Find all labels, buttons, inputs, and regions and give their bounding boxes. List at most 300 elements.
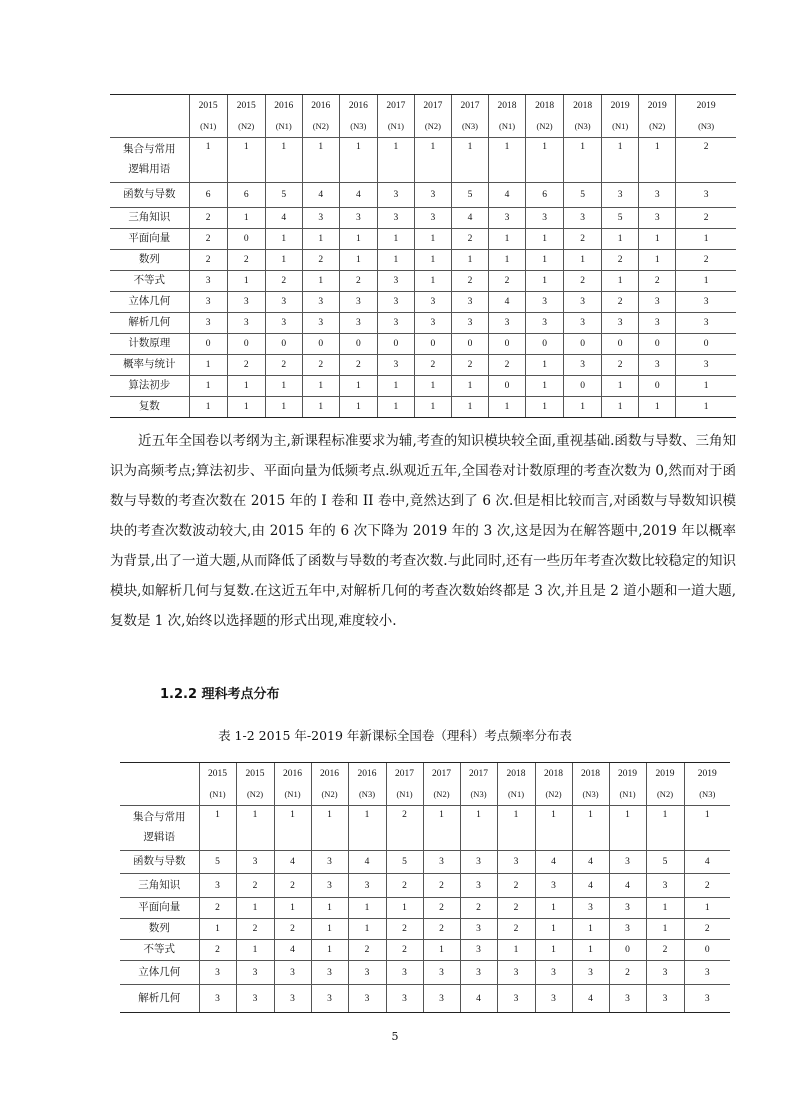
table-cell: 5 — [451, 183, 488, 208]
table-cell: 1 — [526, 229, 564, 250]
table-cell: 2 — [684, 874, 730, 898]
table-cell: 1 — [189, 138, 227, 183]
row-label-text-line2: 逻辑用语 — [128, 164, 171, 175]
table-cell: 1 — [302, 397, 339, 418]
row-label — [110, 376, 189, 397]
table-cell: 3 — [199, 874, 236, 898]
table-cell: 3 — [265, 313, 302, 334]
row-label-text: 复数 — [138, 401, 160, 412]
table-row — [110, 250, 736, 271]
table-cell: 3 — [497, 961, 535, 985]
table-row — [110, 376, 736, 397]
table-cell: 3 — [684, 961, 730, 985]
table-cell: 3 — [414, 183, 451, 208]
table-cell: 1 — [265, 138, 302, 183]
table-row — [120, 806, 730, 851]
table-cell: 4 — [274, 851, 311, 874]
table-cell: 4 — [572, 851, 609, 874]
column-header — [572, 763, 609, 806]
row-label — [110, 355, 189, 376]
header-volume: (N1) — [612, 121, 629, 131]
row-label — [110, 334, 189, 355]
table-cell: 4 — [339, 183, 377, 208]
column-header — [602, 95, 639, 138]
table-cell: 3 — [676, 313, 736, 334]
table-cell: 1 — [386, 898, 423, 919]
row-label-text: 数列 — [148, 923, 170, 934]
table-cell: 0 — [684, 940, 730, 961]
header-volume: (N1) — [396, 789, 413, 799]
table-cell: 1 — [564, 138, 602, 183]
table-cell: 3 — [236, 851, 274, 874]
table-cell: 3 — [311, 874, 348, 898]
table-cell: 1 — [302, 271, 339, 292]
row-label-text: 算法初步 — [128, 380, 171, 391]
table-cell: 3 — [564, 208, 602, 229]
table-cell: 3 — [497, 851, 535, 874]
table-cell: 2 — [451, 271, 488, 292]
table-cell: 1 — [526, 355, 564, 376]
table-cell: 3 — [274, 985, 311, 1013]
table-row — [120, 940, 730, 961]
table-cell: 3 — [423, 985, 460, 1013]
table-cell: 3 — [460, 851, 497, 874]
table-cell: 3 — [460, 874, 497, 898]
table-cell: 2 — [676, 138, 736, 183]
row-label-text: 计数原理 — [128, 338, 171, 349]
table-cell: 3 — [639, 183, 676, 208]
table-row — [120, 898, 730, 919]
header-year: 2016 — [283, 769, 302, 779]
table-cell: 0 — [227, 334, 265, 355]
row-label — [110, 229, 189, 250]
table-cell: 3 — [274, 961, 311, 985]
table-cell: 1 — [302, 138, 339, 183]
header-volume: (N1) — [387, 121, 404, 131]
table-cell: 0 — [489, 334, 526, 355]
table-cell: 1 — [227, 397, 265, 418]
column-header — [414, 95, 451, 138]
header-year: 2017 — [423, 101, 443, 111]
table-cell: 1 — [199, 806, 236, 851]
header-corner-cell — [120, 763, 199, 806]
column-header — [236, 763, 274, 806]
header-volume: (N1) — [498, 121, 516, 131]
table-cell: 2 — [602, 355, 639, 376]
column-header — [646, 763, 684, 806]
table-cell: 3 — [602, 313, 639, 334]
table-cell: 3 — [386, 961, 423, 985]
table-cell: 0 — [414, 334, 451, 355]
table-cell: 3 — [526, 292, 564, 313]
table-cell: 1 — [339, 138, 377, 183]
table-cell: 4 — [684, 851, 730, 874]
row-label-text: 平面向量 — [128, 233, 171, 244]
table-cell: 1 — [684, 898, 730, 919]
header-year: 2015 — [208, 769, 227, 779]
table-cell: 3 — [339, 292, 377, 313]
table-cell: 1 — [377, 138, 414, 183]
table-row — [120, 919, 730, 940]
row-label — [110, 208, 189, 229]
table-cell: 2 — [189, 208, 227, 229]
table-cell: 2 — [609, 961, 646, 985]
table-cell: 2 — [274, 874, 311, 898]
table-cell: 2 — [451, 355, 488, 376]
table-row — [110, 313, 736, 334]
row-label — [110, 271, 189, 292]
table-cell: 2 — [497, 874, 535, 898]
header-volume: (N2) — [545, 789, 562, 799]
table-cell: 2 — [302, 250, 339, 271]
table-cell: 2 — [265, 355, 302, 376]
table-cell: 3 — [227, 313, 265, 334]
column-header — [676, 95, 736, 138]
table-cell: 1 — [572, 919, 609, 940]
table-cell: 1 — [377, 229, 414, 250]
table-cell: 2 — [423, 898, 460, 919]
analysis-paragraph — [110, 426, 736, 636]
table-cell: 0 — [609, 940, 646, 961]
table-cell: 2 — [489, 271, 526, 292]
table-cell: 2 — [302, 355, 339, 376]
row-label — [110, 138, 189, 183]
table-cell: 3 — [639, 208, 676, 229]
table-cell: 2 — [386, 874, 423, 898]
table-cell: 3 — [646, 874, 684, 898]
table-cell: 1 — [227, 138, 265, 183]
table-cell: 1 — [676, 229, 736, 250]
table-cell: 5 — [265, 183, 302, 208]
table-cell: 4 — [302, 183, 339, 208]
row-label-text-line2: 逻辑语 — [143, 832, 175, 843]
row-label — [110, 183, 189, 208]
table-cell: 1 — [526, 250, 564, 271]
header-corner-cell — [110, 95, 189, 138]
row-label-text: 不等式 — [133, 275, 166, 286]
column-header — [535, 763, 572, 806]
table-cell: 3 — [377, 313, 414, 334]
analysis-paragraph-text: 近五年全国卷以考纲为主,新课程标准要求为辅,考查的知识模块较全面,重视基础.函数与导数、三角知识为高频考点;算法初步、平面向量为低频考点.纵观近五年,全国卷对计数原理的考查次数为 0,然而对于函数与导数的考查次数在 2015 年的 I 卷和 II 卷中,竟然达到了 6 次.但是相比较而言,对函数与导数知识模块的考查次数波动较大,由 2015 年的 6 次下降为 2019 年的 3 次,这是因为在解答题中,2019 年以概率为背景,出了一道大题,从而降低了函数与导数的考查次数.与此同时,还有一些历年考查次数比较稳定的知识模块,如解析几何与复数.在这近五年中,对解析几何的考查次数始终都是 3 次,并且是 2 道小题和一道大题,复数是 1 次,始终以选择题的形式出现,难度较小. — [110, 433, 736, 629]
table-row — [110, 183, 736, 208]
header-volume: (N2) — [321, 789, 338, 799]
table-cell: 0 — [451, 334, 488, 355]
table-cell: 1 — [602, 229, 639, 250]
table-cell: 1 — [489, 229, 526, 250]
row-label-text: 函数与导数 — [133, 856, 186, 867]
page-number: 5 — [391, 1030, 399, 1043]
table-cell: 3 — [386, 985, 423, 1013]
header-year: 2019 — [647, 101, 667, 111]
table-cell: 1 — [602, 397, 639, 418]
table-cell: 3 — [526, 313, 564, 334]
table-cell: 1 — [526, 271, 564, 292]
table-cell: 3 — [311, 851, 348, 874]
table-cell: 1 — [639, 138, 676, 183]
table-cell: 3 — [639, 313, 676, 334]
table-cell: 3 — [339, 313, 377, 334]
table-cell: 1 — [535, 898, 572, 919]
table-cell: 1 — [311, 919, 348, 940]
table-cell: 3 — [639, 292, 676, 313]
table-cell: 3 — [460, 940, 497, 961]
header-year: 2018 — [535, 101, 555, 111]
table-cell: 6 — [227, 183, 265, 208]
table-cell: 3 — [564, 355, 602, 376]
table-cell: 1 — [265, 229, 302, 250]
header-year: 2016 — [311, 101, 331, 111]
table-cell: 2 — [265, 271, 302, 292]
column-header — [199, 763, 236, 806]
table-cell: 0 — [302, 334, 339, 355]
table-cell: 3 — [646, 985, 684, 1013]
row-label-text: 立体几何 — [128, 296, 171, 307]
table-cell: 1 — [302, 229, 339, 250]
header-year: 2016 — [357, 769, 377, 779]
table-cell: 1 — [451, 138, 488, 183]
table-cell: 2 — [386, 940, 423, 961]
header-volume: (N3) — [350, 121, 367, 131]
table-cell: 3 — [526, 208, 564, 229]
table-cell: 3 — [348, 985, 386, 1013]
table-cell: 4 — [535, 851, 572, 874]
table-cell: 1 — [227, 376, 265, 397]
table-cell: 3 — [423, 851, 460, 874]
table-cell: 6 — [189, 183, 227, 208]
table-cell: 1 — [414, 397, 451, 418]
table-cell: 0 — [489, 376, 526, 397]
table-cell: 3 — [302, 313, 339, 334]
table-row — [110, 271, 736, 292]
table-cell: 5 — [602, 208, 639, 229]
header-year: 2016 — [274, 101, 294, 111]
table-cell: 2 — [386, 919, 423, 940]
table-row — [120, 961, 730, 985]
table-cell: 1 — [236, 898, 274, 919]
table-cell: 2 — [676, 250, 736, 271]
table-cell: 2 — [227, 250, 265, 271]
table-cell: 1 — [602, 271, 639, 292]
table-cell: 1 — [489, 397, 526, 418]
table-cell: 3 — [414, 208, 451, 229]
table-cell: 3 — [311, 985, 348, 1013]
table-cell: 1 — [526, 376, 564, 397]
header-volume: (N2) — [536, 121, 553, 131]
row-label-text: 平面向量 — [138, 902, 181, 913]
column-header — [386, 763, 423, 806]
table-cell: 1 — [311, 806, 348, 851]
row-label — [120, 940, 199, 961]
row-label-text: 函数与导数 — [123, 189, 176, 200]
table-cell: 3 — [451, 313, 488, 334]
table-row — [120, 985, 730, 1013]
table-row — [110, 138, 736, 183]
header-year: 2018 — [544, 769, 563, 779]
table-cell: 1 — [572, 940, 609, 961]
table-cell: 1 — [564, 250, 602, 271]
table-cell: 1 — [423, 940, 460, 961]
header-volume: (N3) — [470, 789, 487, 799]
table-cell: 3 — [348, 874, 386, 898]
header-year: 2015 — [245, 769, 265, 779]
header-volume: (N3) — [358, 789, 376, 799]
frequency-table-1 — [110, 94, 736, 418]
table-cell: 1 — [423, 806, 460, 851]
table-cell: 1 — [236, 940, 274, 961]
table-cell: 4 — [489, 183, 526, 208]
frequency-table-2 — [120, 762, 730, 1013]
table-cell: 2 — [199, 940, 236, 961]
table-cell: 1 — [489, 250, 526, 271]
table-cell: 2 — [602, 250, 639, 271]
table-cell: 1 — [414, 376, 451, 397]
row-label — [120, 806, 199, 851]
header-volume: (N3) — [574, 121, 591, 131]
row-label — [120, 985, 199, 1013]
row-label-text: 解析几何 — [138, 992, 181, 1004]
table-cell: 3 — [451, 292, 488, 313]
table-cell: 1 — [602, 138, 639, 183]
table-cell: 1 — [265, 397, 302, 418]
table-cell: 1 — [265, 376, 302, 397]
table-cell: 3 — [423, 961, 460, 985]
table-row — [110, 292, 736, 313]
header-volume: (N2) — [238, 121, 255, 131]
table-cell: 1 — [460, 806, 497, 851]
row-label — [120, 851, 199, 874]
table-cell: 1 — [274, 806, 311, 851]
table-row — [110, 397, 736, 418]
table-cell: 0 — [339, 334, 377, 355]
table-cell: 3 — [646, 961, 684, 985]
table-cell: 3 — [189, 313, 227, 334]
header-volume: (N1) — [200, 121, 217, 131]
header-year: 2017 — [395, 769, 414, 779]
table-cell: 3 — [302, 208, 339, 229]
table-cell: 3 — [189, 292, 227, 313]
table-cell: 3 — [535, 961, 572, 985]
table-cell: 4 — [572, 874, 609, 898]
row-label-text: 三角知识 — [138, 879, 181, 891]
table-cell: 0 — [526, 334, 564, 355]
table-cell: 2 — [339, 271, 377, 292]
table-cell: 3 — [489, 313, 526, 334]
table-cell: 2 — [423, 919, 460, 940]
table-cell: 5 — [646, 851, 684, 874]
column-header — [189, 95, 227, 138]
header-volume: (N1) — [284, 789, 301, 799]
header-year: 2015 — [198, 101, 218, 111]
table-cell: 1 — [609, 806, 646, 851]
table-cell: 1 — [348, 898, 386, 919]
row-label — [120, 874, 199, 898]
table-cell: 1 — [311, 898, 348, 919]
table-cell: 3 — [265, 292, 302, 313]
table-cell: 1 — [451, 397, 488, 418]
table-cell: 2 — [489, 355, 526, 376]
header-volume: (N1) — [507, 789, 525, 799]
table-cell: 2 — [497, 898, 535, 919]
table-cell: 2 — [348, 940, 386, 961]
header-volume: (N1) — [619, 789, 636, 799]
column-header — [339, 95, 377, 138]
header-year: 2019 — [618, 769, 637, 779]
header-year: 2017 — [469, 769, 488, 779]
table-cell: 3 — [609, 985, 646, 1013]
table-cell: 2 — [414, 355, 451, 376]
header-year: 2018 — [506, 769, 526, 779]
header-year: 2018 — [581, 769, 600, 779]
table-cell: 3 — [535, 874, 572, 898]
table-cell: 3 — [676, 355, 736, 376]
table-cell: 1 — [564, 397, 602, 418]
header-year: 2018 — [497, 101, 517, 111]
table-cell: 6 — [526, 183, 564, 208]
table-cell: 3 — [236, 961, 274, 985]
table-cell: 5 — [386, 851, 423, 874]
header-volume: (N2) — [649, 121, 666, 131]
table-cell: 1 — [236, 806, 274, 851]
table-cell: 4 — [609, 874, 646, 898]
table-cell: 5 — [199, 851, 236, 874]
table-cell: 3 — [377, 208, 414, 229]
table-cell: 1 — [414, 138, 451, 183]
row-label-text: 解析几何 — [128, 317, 171, 328]
header-year: 2019 — [696, 101, 716, 111]
table-cell: 1 — [189, 355, 227, 376]
table-cell: 3 — [489, 208, 526, 229]
column-header — [639, 95, 676, 138]
table-cell: 1 — [339, 397, 377, 418]
table-cell: 1 — [227, 271, 265, 292]
table-cell: 0 — [676, 334, 736, 355]
table-cell: 3 — [572, 898, 609, 919]
table-cell: 1 — [189, 397, 227, 418]
table-cell: 2 — [602, 292, 639, 313]
table-cell: 3 — [302, 292, 339, 313]
row-label-text: 三角知识 — [128, 212, 171, 223]
table-cell: 2 — [676, 208, 736, 229]
header-volume: (N3) — [698, 121, 715, 131]
table-cell: 2 — [339, 355, 377, 376]
table-cell: 2 — [564, 271, 602, 292]
table-cell: 1 — [377, 397, 414, 418]
header-year: 2018 — [573, 101, 593, 111]
table-cell: 1 — [414, 229, 451, 250]
row-label-text: 不等式 — [143, 944, 175, 955]
table-cell: 1 — [572, 806, 609, 851]
row-label — [120, 919, 199, 940]
table-cell: 2 — [189, 250, 227, 271]
header-year: 2017 — [432, 769, 451, 779]
column-header — [684, 763, 730, 806]
table-cell: 0 — [265, 334, 302, 355]
table-cell: 1 — [646, 898, 684, 919]
table-cell: 1 — [302, 376, 339, 397]
table-cell: 2 — [564, 229, 602, 250]
table-cell: 1 — [339, 376, 377, 397]
header-volume: (N2) — [312, 121, 329, 131]
column-header — [423, 763, 460, 806]
table-cell: 1 — [676, 397, 736, 418]
column-header — [497, 763, 535, 806]
header-year: 2017 — [386, 101, 406, 111]
table-cell: 1 — [227, 208, 265, 229]
header-volume: (N2) — [433, 789, 450, 799]
table-cell: 3 — [572, 961, 609, 985]
row-label — [110, 250, 189, 271]
column-header — [227, 95, 265, 138]
